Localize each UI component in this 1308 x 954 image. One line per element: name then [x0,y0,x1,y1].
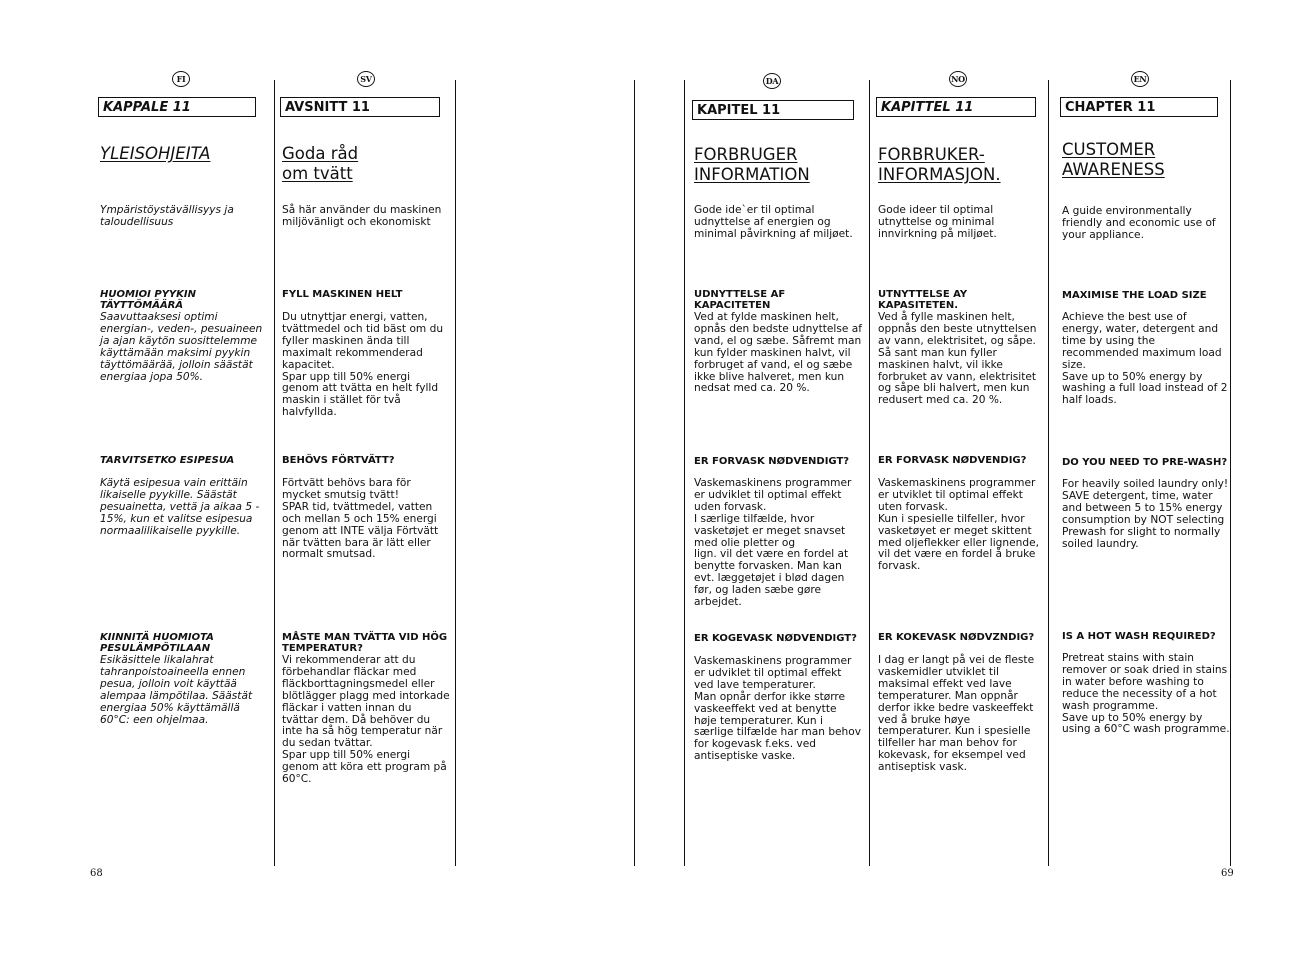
subsection-heading: UDNYTTELSE AF KAPACITETEN [694,289,786,311]
column-divider [684,80,685,866]
chapter-box: CHAPTER 11 [1060,97,1218,117]
column-fi [98,0,268,954]
column-en [1060,0,1230,954]
intro-text: Ympäristöystävällisyys ja taloudellisuus [100,204,234,228]
section-title: YLEISOHJEITA [100,144,211,163]
subsection-body: Du utnyttjar energi, vatten, tvättmedel och tid bäst om du fyller maskinen ända till maximalt rekommenderad kapacitet. Spar upp till 50% energi genom att tvätta en helt fylld maskin i stället för två halvfyllda. [282,311,444,419]
column-divider [455,80,456,866]
subsection-body: Förtvätt behövs bara för mycket smutsig tvätt! SPAR tid, tvättmedel, vatten och mellan 5 och 15% energi genom att INTE välja Förtvätt när tvätten bara är lätt eller normalt smutsad. [282,477,439,561]
intro-text: Gode ideer til optimal utnyttelse og minimal innvirkning på miljøet. [878,204,997,240]
page-number-left: 68 [90,868,103,879]
chapter-box: KAPITTEL 11 [876,97,1036,117]
column-da [692,0,862,954]
subsection-body: Saavuttaaksesi optimi energian-, veden-, pesuaineen ja ajan käytön suosittelemme käyttämään maksimi pyykin täyttömäärää, jolloin säästät energiaa jopa 50%. [100,311,263,383]
column-sv [280,0,450,954]
subsection-body: Vaskemaskinens programmer er udviklet til optimal effekt ved lave temperaturer. Man opnår derfor ikke større vaskeeffekt ved at benytte høje temperaturer. Kun i særlige tilfælde har man behov for kogevask f.eks. ved antiseptiske vaske. [694,655,862,763]
subsection-body: Ved å fylle maskinen helt, oppnås den beste utnyttelsen av vann, elektrisitet, og såpe. Så sant man kun fyller maskinen halvt, vil ikke forbruket av vann, elektrisitet og såpe bli halvert, men kun redusert med ca. 20 %. [878,311,1037,407]
subsection-heading: ER FORVASK NØDVENDIGT? [694,456,850,467]
page-spine [634,80,635,866]
section-title-line1: FORBRUKER- [878,145,985,164]
subsection-body: Esikäsittele likalahrat tahranpoistoaineella ennen pesua, jolloin voit käyttää alempaa lämpötilaa. Säästät energiaa 50% käyttämällä 60°C: een ohjelmaa. [100,654,253,726]
chapter-box: KAPITEL 11 [692,100,854,120]
page-number-right: 69 [1221,868,1234,879]
section-title-line2: INFORMASJON. [878,165,1001,184]
column-divider [274,80,275,866]
section-title-line2: AWARENESS [1062,160,1165,179]
column-divider [1230,80,1231,866]
subsection-heading: UTNYTTELSE AY KAPASITETEN. [878,289,968,311]
subsection-heading: ER FORVASK NØDVENDIG? [878,455,1027,466]
language-badge-no: NO [949,71,967,87]
intro-text: A guide environmentally friendly and economic use of your appliance. [1062,205,1216,241]
language-badge-da: DA [763,73,781,89]
subsection-heading: DO YOU NEED TO PRE-WASH? [1062,457,1228,468]
section-title-line1: FORBRUGER [694,145,798,164]
subsection-body: For heavily soiled laundry only! SAVE detergent, time, water and between 5 to 15% energy consumption by NOT selecting Prewash for slight to normally soiled laundry. [1062,478,1229,550]
subsection-body: Vaskemaskinens programmer er udviklet til optimal effekt uden forvask. I særlige tilfælde, hvor vasketøjet er meget snavset med olie pletter og lign. vil det være en fordel at benytte forvasken. Man kan evt. læggetøjet i blød dagen før, og laden sæbe gøre arbejdet. [694,477,852,609]
subsection-body: Ved at fylde maskinen helt, opnås den bedste udnyttelse af vand, el og sæbe. Såfremt man kun fylder maskinen halvt, vil forbruget af vand, el og sæbe ikke blive halveret, men kun nedsat med ca. 20 %. [694,311,862,395]
subsection-body: Vaskemaskinens programmer er utviklet til optimal effekt uten forvask. Kun i spesielle tilfeller, hvor vasketøyet er meget skittent med oljeflekker eller lignende, vil det være en fordel å bruke forvask. [878,477,1039,573]
subsection-heading: BEHÖVS FÖRTVÄTT? [282,455,395,466]
subsection-heading: IS A HOT WASH REQUIRED? [1062,631,1216,642]
column-divider [1048,80,1049,866]
intro-text: Så här använder du maskinen miljövänligt och ekonomiskt [282,204,442,228]
language-badge-en: EN [1131,71,1149,87]
section-title-line1: CUSTOMER [1062,140,1156,159]
subsection-heading: ER KOGEVASK NØDVENDIGT? [694,633,857,644]
subsection-heading: HUOMIOI PYYKIN TÄYTTÖMÄÄRÄ [100,289,197,311]
subsection-heading: MAXIMISE THE LOAD SIZE [1062,290,1207,301]
chapter-box: KAPPALE 11 [98,97,256,117]
subsection-body: I dag er langt på vei de fleste vaskemidler utviklet til maksimal effekt ved lave temperaturer. Man oppnår derfor ikke bedre vaskeeffekt ved å bruke høye temperaturer. Kun i spesielle tilfeller har man behov for kokevask, for eksempel ved antiseptisk vask. [878,654,1035,774]
subsection-body: Pretreat stains with stain remover or soak dried in stains in water before washing to reduce the necessity of a hot wash programme. Save up to 50% energy by using a 60°C wash programme. [1062,652,1230,736]
subsection-body: Käytä esipesua vain erittäin likaiselle pyykille. Säästät pesuainetta, vettä ja aikaa 5 - 15%, kun et valitse esipesua normaalilikaiselle pyykille. [100,477,260,537]
column-divider [869,80,870,866]
column-no [876,0,1046,954]
language-badge-sv: SV [357,71,375,87]
subsection-heading: TARVITSETKO ESIPESUA [100,455,235,466]
section-title-line2: INFORMATION [694,165,810,184]
intro-text: Gode ide`er til optimal udnyttelse af energien og minimal påvirkning af miljøet. [694,204,853,240]
language-badge-fi: FI [172,71,190,87]
subsection-heading: MÅSTE MAN TVÄTTA VID HÖG TEMPERATUR? [282,632,448,654]
subsection-heading: ER KOKEVASK NØDVZNDIG? [878,632,1035,643]
subsection-body: Vi rekommenderar att du förbehandlar fläckar med fläckborttagningsmedel eller blötlägger plagg med intorkade fläckar i vatten innan du tvättar dem. Då behöver du inte ha så hög temperatur när du sedan tvättar. Spar upp till 50% energi genom att köra ett program på 60°C. [282,654,450,786]
subsection-body: Achieve the best use of energy, water, detergent and time by using the recommended maximum load size. Save up to 50% energy by washing a full load instead of 2 half loads. [1062,311,1228,407]
chapter-box: AVSNITT 11 [280,97,440,117]
subsection-heading: KIINNITÄ HUOMIOTA PESULÄMPÖTILAAN [100,632,214,654]
subsection-heading: FYLL MASKINEN HELT [282,289,403,300]
section-title-line2: om tvätt [282,164,353,183]
section-title-line1: Goda råd [282,144,359,163]
